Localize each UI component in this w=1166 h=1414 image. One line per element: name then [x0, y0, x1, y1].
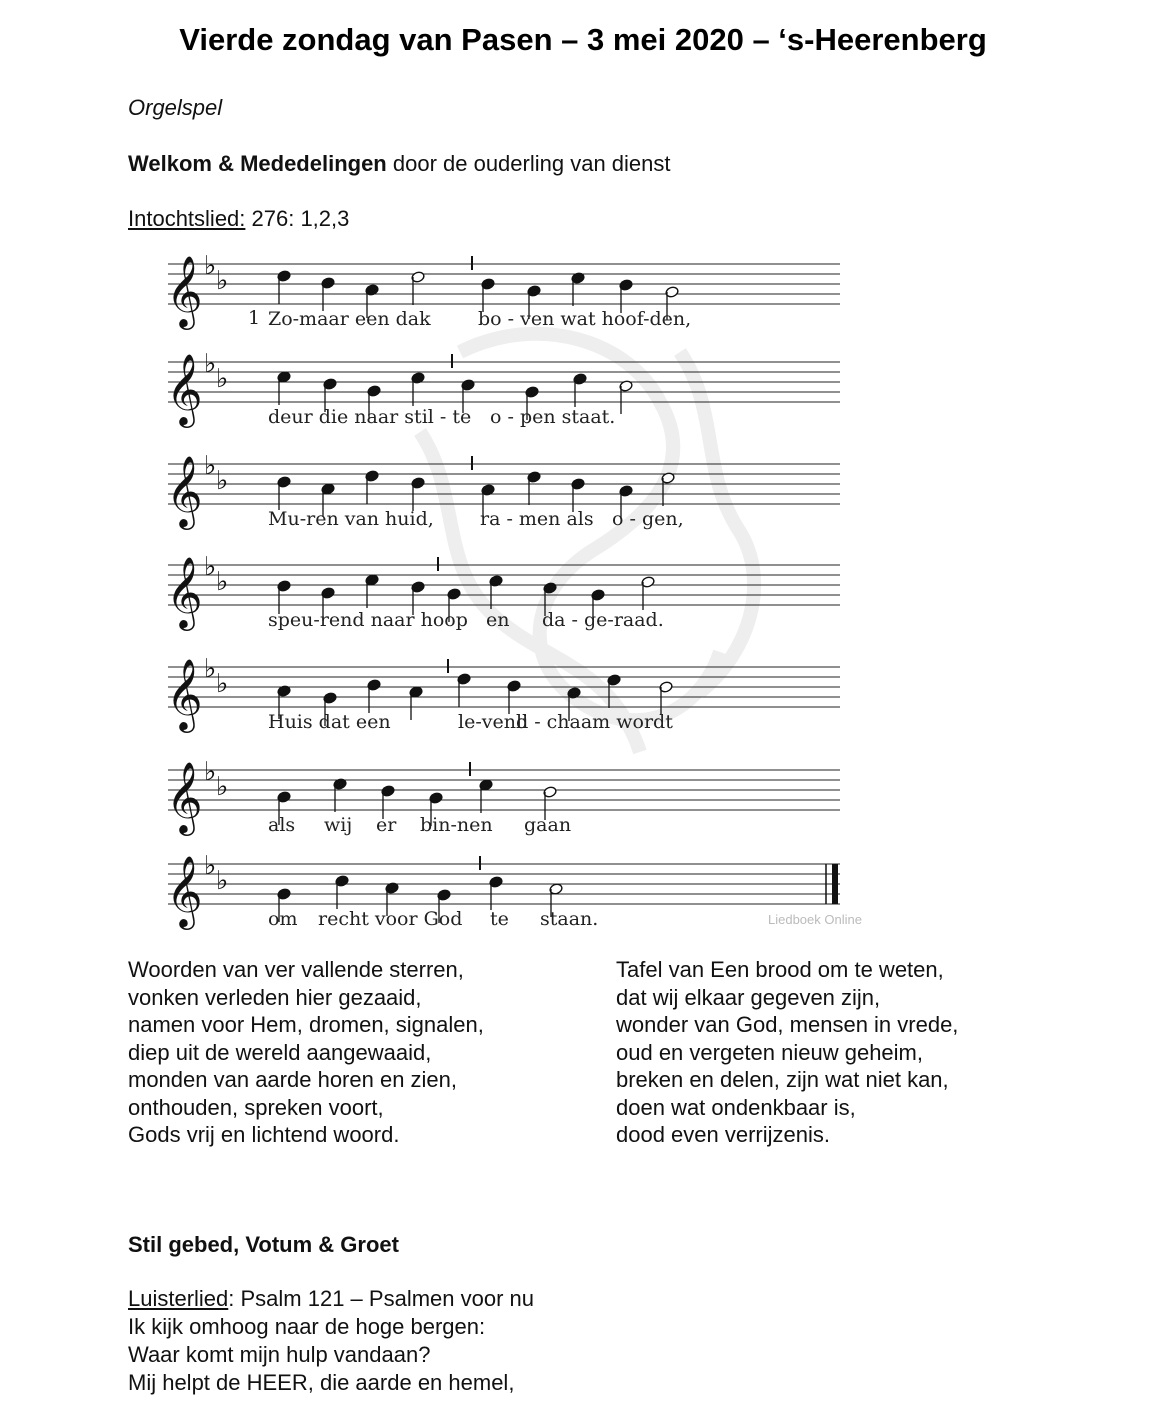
orgelspel-heading: Orgelspel — [128, 95, 223, 120]
flat-icon: ♭ — [204, 349, 217, 379]
lyric-syllable: Huis dat een — [268, 711, 391, 733]
watermark-ornament — [420, 334, 754, 752]
lyric-syllable: en — [486, 609, 510, 631]
verse-right-line: wonder van God, mensen in vrede, — [616, 1012, 959, 1037]
intochtslied-value: 276: 1,2,3 — [245, 206, 350, 231]
verse-left-line: diep uit de wereld aangewaaid, — [128, 1039, 432, 1065]
lyric-syllable: staan. — [540, 908, 599, 930]
lyric-syllable: wij — [324, 814, 353, 836]
lyric-syllable: Mu-ren van huid, — [268, 508, 434, 530]
treble-clef-icon: 𝄞 — [166, 657, 203, 730]
flat-icon: ♭ — [216, 364, 229, 394]
treble-clef-icon: 𝄞 — [166, 854, 203, 927]
lyrics-group — [268, 308, 691, 930]
verse-right-line: doen wat ondenkbaar is, — [616, 1094, 856, 1120]
flat-icon: ♭ — [204, 757, 217, 787]
lyric-syllable: te — [490, 908, 509, 930]
lyric-syllable: er — [376, 814, 397, 836]
sheet-music-score — [160, 232, 880, 932]
luisterlied-label: Luisterlied — [128, 1286, 229, 1311]
treble-clef-icon: 𝄞 — [166, 760, 203, 833]
flat-icon: ♭ — [216, 266, 229, 296]
intochtslied-label: Intochtslied: — [128, 206, 246, 231]
intochtslied-line — [128, 206, 349, 232]
verse-left-line: Gods vrij en lichtend woord. — [128, 1122, 400, 1147]
psalm-line: Mij helpt de HEER, die aarde en hemel, — [128, 1370, 515, 1395]
lyric-syllable: recht voor God — [318, 908, 463, 930]
flat-icon: ♭ — [204, 851, 217, 881]
treble-clef-icon: 𝄞 — [166, 454, 203, 527]
lyric-syllable: li - chaam wordt — [516, 711, 673, 733]
verse-right-block — [616, 956, 958, 1149]
verse-right-line: oud en vergeten nieuw geheim, — [616, 1039, 923, 1065]
lyric-syllable: deur die naar stil - te — [268, 406, 472, 428]
treble-clef-icon: 𝄞 — [166, 352, 203, 425]
flat-icon: ♭ — [216, 772, 229, 802]
lyric-syllable: Zo-maar een dak — [268, 308, 431, 330]
verse-right-line: breken en delen, zijn wat niet kan, — [616, 1067, 949, 1092]
psalm-line: Ik kijk omhoog naar de hoge bergen: — [128, 1314, 486, 1339]
flat-icon: ♭ — [204, 451, 217, 481]
verse-left-line: namen voor Hem, dromen, signalen, — [128, 1012, 484, 1037]
verse-left-line: monden van aarde horen en zien, — [128, 1067, 458, 1092]
verse-left-line: onthouden, spreken voort, — [128, 1094, 384, 1120]
final-barline-thick — [832, 864, 838, 904]
welkom-label: Welkom & Mededelingen — [128, 151, 387, 176]
flat-icon: ♭ — [216, 866, 229, 896]
lyric-syllable: bo - ven wat hoof-den, — [478, 308, 692, 330]
welkom-text: door de ouderling van dienst — [386, 151, 671, 176]
welkom-line — [128, 151, 671, 177]
lyric-syllable: o - gen, — [612, 508, 684, 530]
flat-icon: ♭ — [216, 466, 229, 496]
luisterlied-value: : Psalm 121 – Psalmen voor nu — [228, 1286, 534, 1311]
verse-right-line: dat wij elkaar gegeven zijn, — [616, 984, 881, 1010]
verse-left-block — [128, 956, 484, 1149]
stil-gebed-heading: Stil gebed, Votum & Groet — [128, 1232, 399, 1257]
page-title: Vierde zondag van Pasen – 3 mei 2020 – ‘s-Heerenberg — [179, 22, 987, 57]
luisterlied-line — [128, 1286, 534, 1312]
lyric-syllable: speu-rend naar hoop — [268, 609, 468, 631]
lyric-syllable: om — [268, 908, 298, 930]
flat-icon: ♭ — [204, 251, 217, 281]
verse-left-line: vonken verleden hier gezaaid, — [128, 984, 422, 1010]
verse-number: 1 — [248, 307, 261, 329]
flat-icon: ♭ — [216, 567, 229, 597]
flat-icon: ♭ — [216, 669, 229, 699]
flat-icon: ♭ — [204, 552, 217, 582]
lyric-syllable: gaan — [524, 814, 572, 836]
treble-clef-icon: 𝄞 — [166, 555, 203, 628]
verse-left-line: Woorden van ver vallende sterren, — [128, 957, 464, 982]
verse-right-line: dood even verrijzenis. — [616, 1122, 831, 1147]
lyric-syllable: ra - men als — [480, 508, 594, 530]
verse-right-line: Tafel van Een brood om te weten, — [616, 957, 944, 982]
liedboek-credit: Liedboek Online — [768, 912, 862, 927]
treble-clef-icon: 𝄞 — [166, 254, 203, 327]
lyric-syllable: le-vend — [458, 711, 529, 733]
lyric-syllable: bin-nen — [420, 814, 493, 836]
lyric-syllable: da - ge-raad. — [542, 609, 664, 631]
lyric-syllable: als — [268, 814, 296, 836]
lyric-syllable: o - pen staat. — [490, 406, 616, 428]
psalm-line: Waar komt mijn hulp vandaan? — [128, 1342, 431, 1367]
flat-icon: ♭ — [204, 654, 217, 684]
